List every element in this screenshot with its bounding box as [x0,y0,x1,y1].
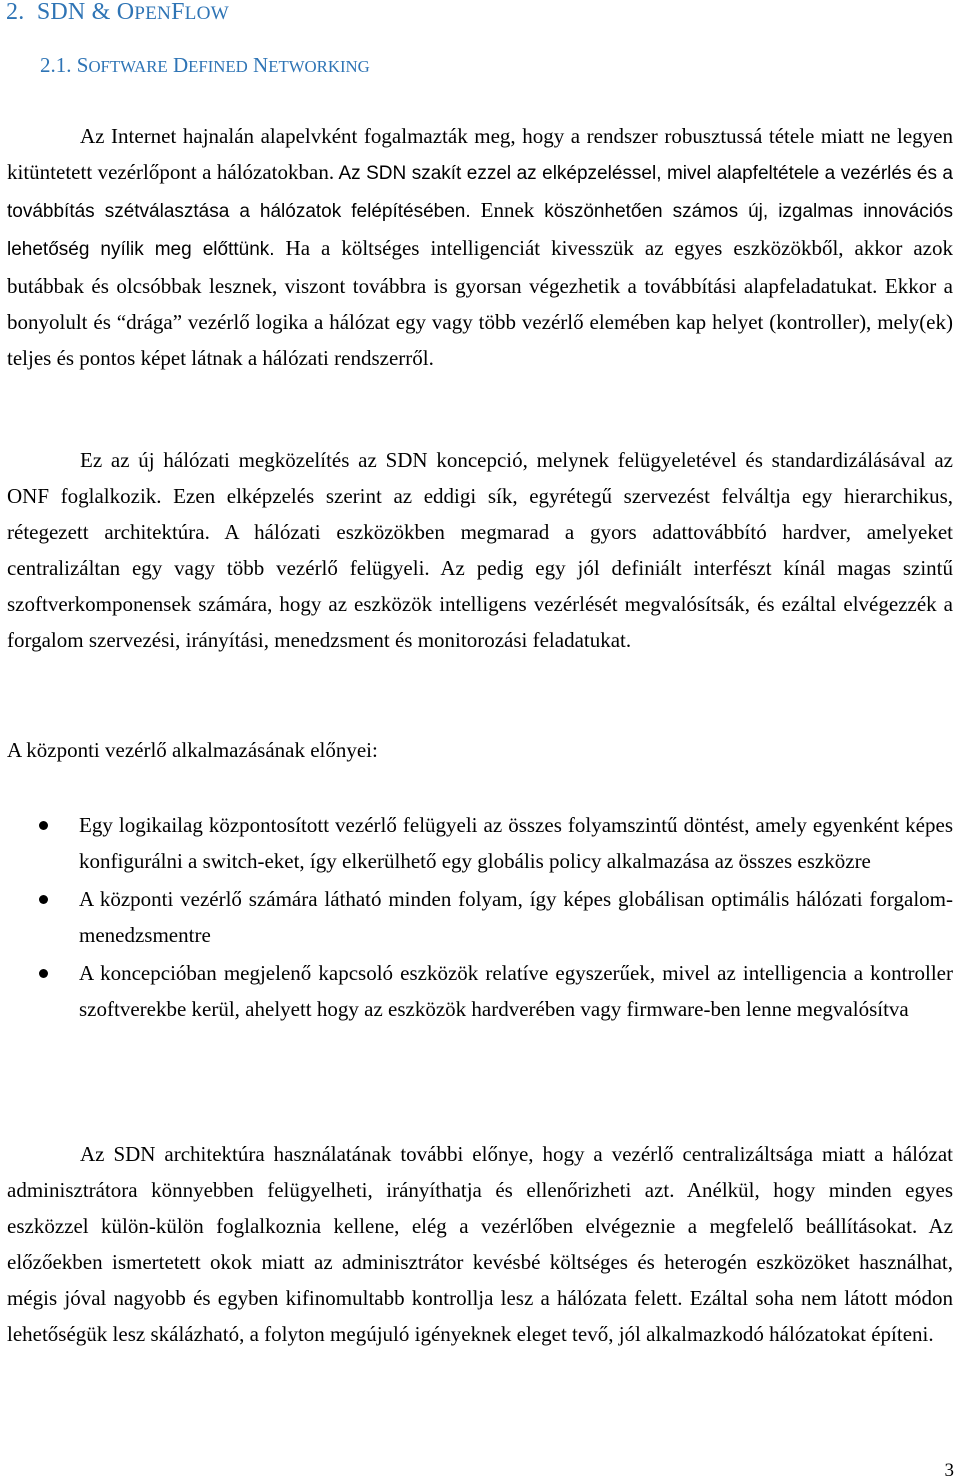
section-title-part: PEN [134,3,172,24]
list-item-text: A koncepcióban megjelenő kapcsoló eszközök relatíve egyszerűek, mivel az intelligencia a kontroller szoftverekbe kerül, ahelyett hogy az eszközök hardverében vagy firmware-ben lenne megvalósítva [79,961,953,1021]
subsection-number: 2.1. [40,53,72,77]
intro-text-sans: Az SDN szakít ezzel az elképzeléssel, mivel alapfeltétele a vezérlés és a továbbítás szétválasztása a hálózatok felépítésében. [7,163,953,222]
list-item-text: Egy logikailag központosított vezérlő felügyeli az összes folyamszintű döntést, amely egyenként képes konfigurálni a switch-eket, így elkerülhető egy globális policy alkalmazása az összes eszközre [79,813,953,873]
section-title-part: LOW [184,3,229,24]
page-number: 3 [944,1460,954,1481]
concept-paragraph: Ez az új hálózati megközelítés az SDN koncepció, melynek felügyeletével és standardizálásával az ONF foglalkozik. Ezen elképzelés szerint az eddigi sík, egyrétegű szervezést felváltja egy hierarchikus, rétegezett architektúra. A hálózati eszközökben megmarad a gyors adattovábbító hardver, amelyeket centralizáltan egy vagy több vezérlő felügyeli. Az pedig egy jól definiált interfészt kínál magas szintű szoftverkomponensek számára, hogy az eszközök intelligens vezérlését megvalósítsák, és ezáltal elvégezzék a forgalom szervezési, irányítási, menedzsment és monitorozási feladatukat. [7,448,953,652]
section-title-part: SDN & O [36,0,135,25]
section-title-part: F [171,0,185,25]
section-heading [6,0,229,26]
list-item [0,881,953,953]
subsection-heading [40,53,370,78]
bullet-icon [39,895,48,904]
architecture-paragraph: Az SDN architektúra használatának további előnye, hogy a vezérlő centralizáltsága miatt a hálózat adminisztrátora könnyebben felügyelheti, irányíthatja és ellenőrizheti azt. Anélkül, hogy minden egyes eszközzel külön-külön foglalkoznia kellene, elég a vezérlőben elvégeznie a megfelelő beállításokat. Az előzőekben ismertetett okok miatt az adminisztrátor kevésbé költséges és heterogén eszközöket használhat, mégis jóval nagyobb és egyben kifinomultabb kontrollja lesz a hálózata felett. Ezáltal soha nem látott módon lehetőségük lesz skálázható, a folyton megújuló igényeknek eleget tevő, jól alkalmazkodó hálózatokat építeni. [7,1142,953,1346]
subsection-title-part: N [253,53,269,77]
subsection-title-part: D [172,53,189,77]
bullet-icon [39,821,48,830]
subsection-title-part: OFTWARE [88,57,168,76]
intro-text-sans: köszönhetően számos új, izgalmas innovációs lehetőség nyílik meg előttünk. [7,201,953,260]
bullet-icon [39,969,48,978]
list-item [0,955,953,1027]
section-number: 2. [6,0,25,25]
list-item-text: A központi vezérlő számára látható minden folyam, így képes globálisan optimális hálózati forgalom-menedzsmentre [79,887,953,947]
intro-text: Ha a költséges intelligenciát kivesszük az egyes eszközökből, akkor azok butábbak és olcsóbbak lesznek, viszont továbbra is gyorsan végezhetik a továbbítási alapfeladatukat. Ekkor a bonyolult és “drága” vezérlő logika a hálózat egy vagy több vezérlő elemében kap helyet (kontroller), mely(ek) teljes és pontos képet látnak a hálózati rendszerről. [7,236,954,370]
subsection-title-part: ETWORKING [268,57,370,76]
intro-paragraph [7,118,953,376]
intro-text: Az Internet hajnalán alapelvként fogalmazták meg, hogy a rendszer robusztussá tétele miatt ne legyen kitüntetett vezérlőpont a hálózatokban. [7,124,953,184]
intro-text: Ennek [470,198,545,222]
subsection-title-part: S [76,53,89,77]
subsection-title-part: EFINED [188,57,248,76]
advantages-list [0,807,953,1029]
list-item [0,807,953,879]
advantages-heading: A központi vezérlő alkalmazásának előnyei: [7,738,378,762]
